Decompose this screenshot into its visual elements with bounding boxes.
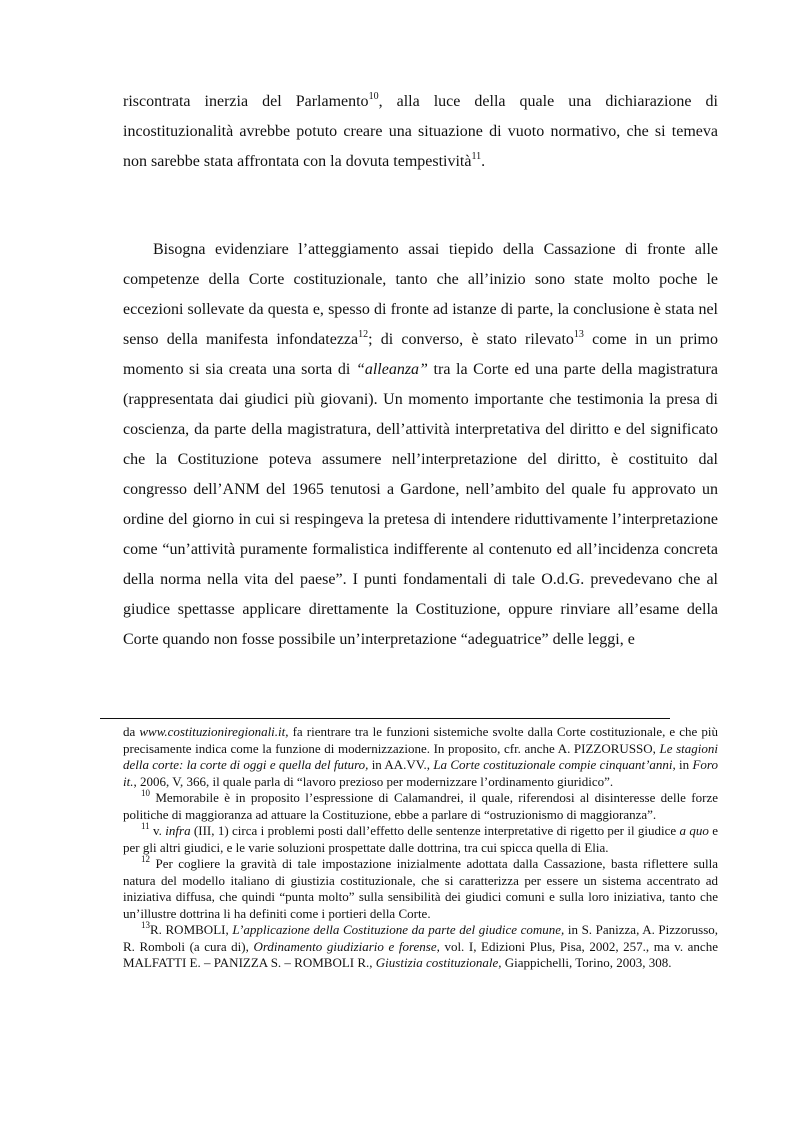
italic-quote: “alleanza” (355, 361, 428, 378)
cited-title: Le stagioni della corte: la corte di oggi e quella del futuro, (123, 740, 718, 772)
footnote-ref-11[interactable]: 11 (471, 150, 482, 162)
body-paragraph-1 (123, 87, 718, 177)
text-run: riscontrata inerzia del Parlamento (123, 93, 369, 110)
footnote-10: $^{10}$ Memorabile è in proposito l’espressione di Calamandrei, il quale, riferendosi al disinteresse delle forze politiche di maggioranza ad attuare la Costituzione, ebbe a parlare di “ostruzionismo di maggioranza”. (123, 787, 718, 822)
text-run: Bisogna evidenziare l’atteggiamento assai tiepido della Cassazione di fronte alle competenze della Corte costituzionale, tanto che all’inizio sono state molto poche le eccezioni sollevate da questa e, spesso di fronte ad istanze di parte, la conclusione è stata nel senso della manifesta infondatezza (123, 241, 718, 348)
text-run: , alla luce della quale una dichiarazione di incostituzionalità avrebbe potuto creare una situazione di vuoto normativo, che si temeva non sarebbe stata affrontata con la dovuta tempestività (123, 93, 718, 170)
footnote-number: 12 (141, 853, 150, 864)
footnotes (123, 724, 718, 972)
text-run: ; di converso, è stato rilevato (368, 331, 574, 348)
cited-title: Ordinamento giudiziario e forense, (253, 938, 440, 954)
cited-journal: Foro it. (123, 757, 718, 789)
footnote-continuation: da www.costituzioniregionali.it, fa rientrare tra le funzioni sistemiche svolte dalla Corte costituzionale, e che più precisamente indica come la funzione di modernizzazione. In proposito, cfr. anche A. PIZZORUSSO, Le stagioni della corte: la corte di oggi e quella del futuro, in AA.VV., La Corte costituzionale compie cinquant’anni, in Foro it., 2006, V, 366, il quale parla di “lavoro prezioso per modernizzare l’ordinamento giuridico”. (123, 724, 718, 789)
body-paragraph-2 (123, 235, 718, 655)
footnote-ref-13[interactable]: 13 (573, 328, 584, 340)
footnote-12: $^{12}$ Per cogliere la gravità di tale impostazione inizialmente adottata dalla Cassazione, basta riflettere sulla natura del modello italiano di giustizia costituzionale, che si caratterizza per essere un sistema accentrato ad iniziativa diffusa, che quindi “punta molto” sulla sensibilità dei giudici comuni e sulla loro iniziativa, tanto che un’illustre dottrina li ha definiti come i portieri della Corte. (123, 853, 718, 921)
cited-title: La Corte costituzionale compie cinquant’anni, (433, 757, 676, 772)
footnote-number: 10 (141, 787, 150, 798)
footnote-ref-10[interactable]: 10 (368, 90, 379, 102)
footnote-13: $^{13}$R. ROMBOLI, L’applicazione della Costituzione da parte del giudice comune, in S. Panizza, A. Pizzorusso, R. Romboli (a cura di), Ordinamento giudiziario e forense, vol. I, Edizioni Plus, Pisa, 2002, 257., ma v. anche MALFATTI E. – PANIZZA S. – ROMBOLI R., Giustizia costituzionale, Giappichelli, Torino, 2003, 308. (123, 919, 719, 970)
footnote-11: $^{11}$ v. infra (III, 1) circa i problemi posti dall’effetto delle sentenze interpretative di rigetto per il giudice a quo e per gli altri giudici, e le varie soluzioni prospettate dalle dottrina, tra cui spicca quella di Elia. (123, 820, 719, 855)
text-run: . (481, 153, 486, 170)
cited-title: L’applicazione della Costituzione da parte del giudice comune, (232, 922, 565, 937)
website-reference: www.costituzioniregionali.it, (139, 724, 289, 739)
footnote-number: 13 (141, 919, 150, 930)
text-run: come in un primo momento si sia creata una sorta di (123, 331, 718, 378)
cited-title: Giustizia costituzionale, (375, 955, 502, 970)
footnote-number: 11 (141, 820, 150, 831)
footnote-separator (100, 718, 670, 719)
footnote-ref-12[interactable]: 12 (358, 328, 369, 340)
text-run: tra la Corte ed una parte della magistratura (rappresentata dai giudici più giovani). Un momento importante che testimonia la presa di coscienza, da parte della magistratura, dell’attività interpretativa del diritto e del significato che la Costituzione poteva assumere nell’interpretazione del diritto, è costituito dal congresso dell’ANM del 1965 tenutosi a Gardone, nell’ambito del quale fu approvato un ordine del giorno in cui si respingeva la pretesa di intendere riduttivamente l’interpretazione come “un’attività puramente formalistica indifferente al contenuto ed all’incidenza concreta della norma nella vita del paese”. I punti fondamentali di tale O.d.G. prevedevano che al giudice spettasse applicare direttamente la Costituzione, oppure rinviare all’esame della Corte quando non fosse possibile un’interpretazione “adeguatrice” delle leggi, e (123, 361, 718, 648)
